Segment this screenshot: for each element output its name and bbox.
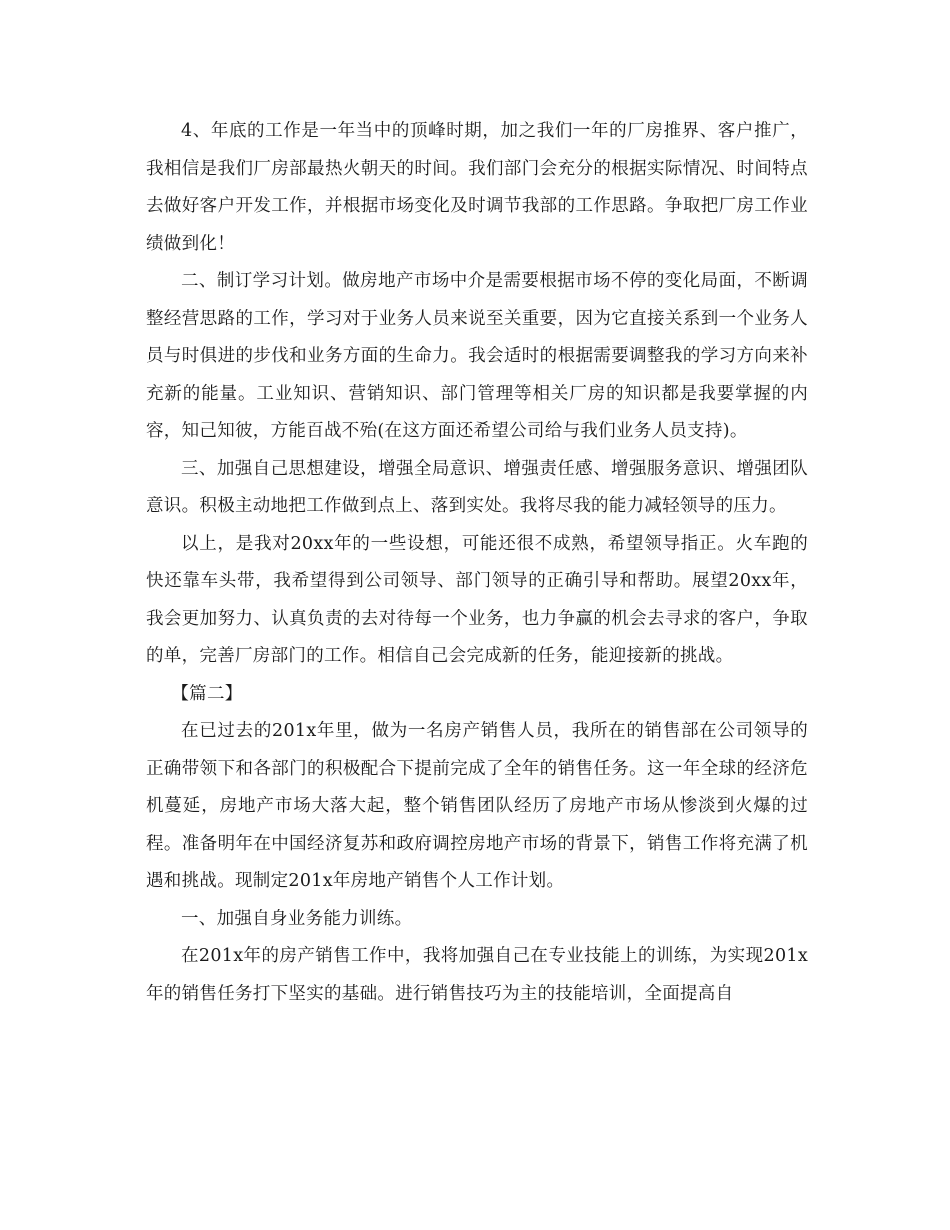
paragraph-skill-training: 在201x年的房产销售工作中，我将加强自己在专业技能上的训练，为实现201x年的销售任务打下坚实的基础。进行销售技巧为主的技能培训，全面提高自 [146, 946, 808, 1004]
section-heading-part-two: 【篇二】 [171, 683, 243, 704]
paragraph-conclusion: 以上，是我对20xx年的一些设想，可能还很不成熟，希望领导指正。火车跑的快还靠车头带，我希望得到公司领导、部门领导的正确引导和帮助。展望20xx年，我会更加努力、认真负责的去对待每一个业务，也力争赢的机会去寻求的客户，争取的单，完善厂房部门的工作。相信自己会完成新的任务，能迎接新的挑战。 [146, 533, 808, 666]
paragraph-study-plan: 二、制订学习计划。做房地产市场中介是需要根据市场不停的变化局面，不断调整经营思路的工作，学习对于业务人员来说至关重要，因为它直接关系到一个业务人员与时俱进的步伐和业务方面的生命力。我会适时的根据需要调整我的学习方向来补充新的能量。工业知识、营销知识、部门管理等相关厂房的知识都是我要掌握的内容，知己知彼，方能百战不殆(在这方面还希望公司给与我们业务人员支持)。 [146, 271, 808, 441]
paragraph-ability-training-heading: 一、加强自身业务能力训练。 [181, 908, 413, 929]
document-page [146, 113, 808, 1013]
paragraph-ideological-building: 三、加强自己思想建设，增强全局意识、增强责任感、增强服务意识、增强团队意识。积极主动地把工作做到点上、落到实处。我将尽我的能力减轻领导的压力。 [146, 458, 808, 516]
paragraph-year-end-work: 4、年底的工作是一年当中的顶峰时期，加之我们一年的厂房推界、客户推广，我相信是我们厂房部最热火朝天的时间。我们部门会充分的根据实际情况、时间特点去做好客户开发工作，并根据市场变化及时调节我部的工作思路。争取把厂房工作业绩做到化！ [146, 121, 808, 254]
paragraph-sales-review: 在已过去的201x年里，做为一名房产销售人员，我所在的销售部在公司领导的正确带领下和各部门的积极配合下提前完成了全年的销售任务。这一年全球的经济危机蔓延，房地产市场大落大起，整个销售团队经历了房地产市场从惨淡到火爆的过程。准备明年在中国经济复苏和政府调控房地产市场的背景下，销售工作将充满了机遇和挑战。现制定201x年房地产销售个人工作计划。 [146, 721, 808, 891]
